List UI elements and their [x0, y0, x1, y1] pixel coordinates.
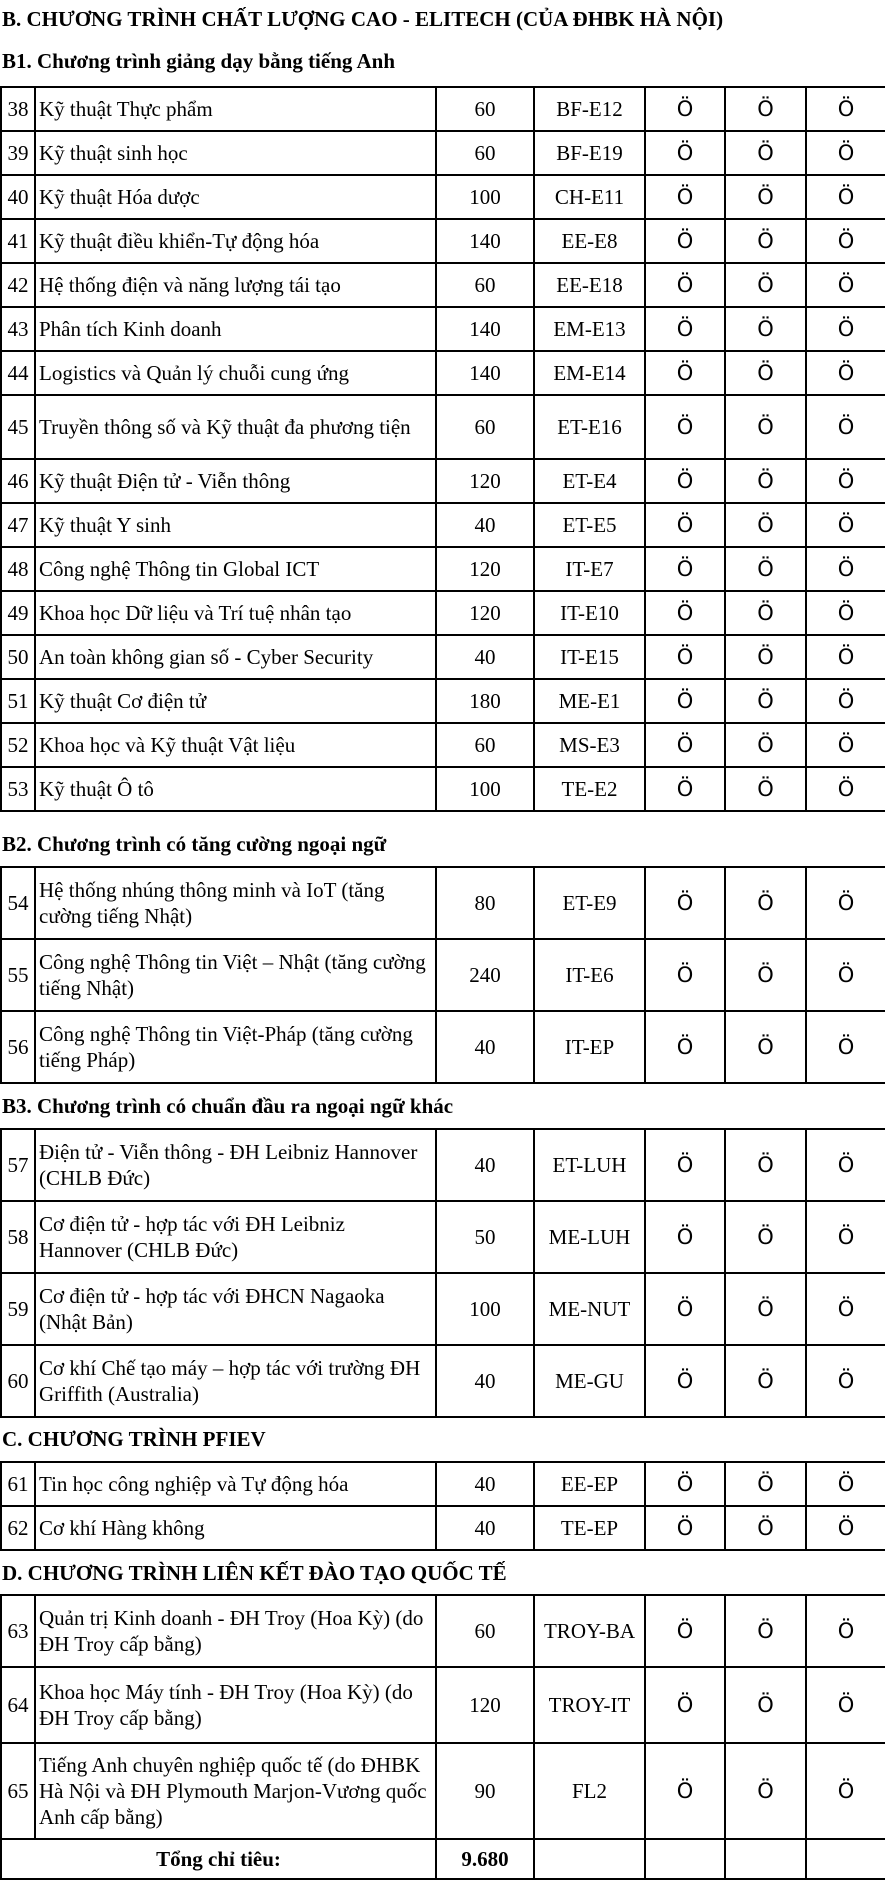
- row-number: 48: [1, 547, 35, 591]
- mark-2: Ö: [725, 175, 806, 219]
- row-number: 55: [1, 939, 35, 1011]
- total-row: [1, 1839, 885, 1879]
- program-code: ET-E4: [534, 459, 645, 503]
- mark-1: Ö: [645, 87, 725, 131]
- quota: 40: [436, 503, 534, 547]
- mark-3: Ö: [806, 1667, 885, 1743]
- mark-3: Ö: [806, 459, 885, 503]
- section-b3-title: B3. Chương trình có chuẩn đầu ra ngoại ngữ khác: [2, 1094, 454, 1118]
- table-row: [1, 679, 885, 723]
- mark-3: Ö: [806, 1011, 885, 1083]
- row-number: 39: [1, 131, 35, 175]
- mark-2: Ö: [725, 867, 806, 939]
- quota: 40: [436, 1129, 534, 1201]
- quota: 120: [436, 459, 534, 503]
- table-row: [1, 1506, 885, 1550]
- quota: 90: [436, 1743, 534, 1839]
- quota: 60: [436, 87, 534, 131]
- program-code: BF-E12: [534, 87, 645, 131]
- table-row: [1, 591, 885, 635]
- row-number: 46: [1, 459, 35, 503]
- program-name: Tiếng Anh chuyên nghiệp quốc tế (do ĐHBK Hà Nội và ĐH Plymouth Marjon-Vương quốc Anh cấp bằng): [35, 1743, 436, 1839]
- row-number: 63: [1, 1595, 35, 1667]
- mark-1: Ö: [645, 503, 725, 547]
- table-row: [1, 263, 885, 307]
- program-code: IT-EP: [534, 1011, 645, 1083]
- mark-1: Ö: [645, 1129, 725, 1201]
- mark-3: Ö: [806, 219, 885, 263]
- quota: 100: [436, 1273, 534, 1345]
- programs-table-d: [0, 1594, 885, 1880]
- table-row: [1, 867, 885, 939]
- mark-3: Ö: [806, 1129, 885, 1201]
- table-row: [1, 459, 885, 503]
- row-number: 44: [1, 351, 35, 395]
- quota: 100: [436, 767, 534, 811]
- quota: 240: [436, 939, 534, 1011]
- row-number: 58: [1, 1201, 35, 1273]
- program-code: FL2: [534, 1743, 645, 1839]
- mark-3: Ö: [806, 1462, 885, 1506]
- program-name: Kỹ thuật Ô tô: [35, 767, 436, 811]
- program-name: Khoa học Máy tính - ĐH Troy (Hoa Kỳ) (do ĐH Troy cấp bằng): [35, 1667, 436, 1743]
- mark-3: Ö: [806, 1595, 885, 1667]
- row-number: 40: [1, 175, 35, 219]
- mark-2: Ö: [725, 459, 806, 503]
- mark-2: Ö: [725, 1129, 806, 1201]
- row-number: 62: [1, 1506, 35, 1550]
- program-code: ET-E16: [534, 395, 645, 459]
- table-row: [1, 635, 885, 679]
- mark-2: Ö: [725, 1506, 806, 1550]
- row-number: 61: [1, 1462, 35, 1506]
- row-number: 64: [1, 1667, 35, 1743]
- mark-2: Ö: [725, 939, 806, 1011]
- table-row: [1, 939, 885, 1011]
- quota: 120: [436, 591, 534, 635]
- program-code: IT-E15: [534, 635, 645, 679]
- mark-1: Ö: [645, 131, 725, 175]
- program-code: ET-E9: [534, 867, 645, 939]
- mark-3: Ö: [806, 635, 885, 679]
- section-b-title: B. CHƯƠNG TRÌNH CHẤT LƯỢNG CAO - ELITECH (CỦA ĐHBK HÀ NỘI): [2, 7, 724, 31]
- mark-1: Ö: [645, 1743, 725, 1839]
- mark-2: Ö: [725, 723, 806, 767]
- table-row: [1, 1667, 885, 1743]
- program-name: Kỹ thuật Cơ điện tử: [35, 679, 436, 723]
- empty-cell: [806, 1839, 885, 1879]
- row-number: 51: [1, 679, 35, 723]
- mark-2: Ö: [725, 131, 806, 175]
- quota: 140: [436, 307, 534, 351]
- program-name: Cơ khí Chế tạo máy – hợp tác với trường ĐH Griffith (Australia): [35, 1345, 436, 1417]
- program-name: Logistics và Quản lý chuỗi cung ứng: [35, 351, 436, 395]
- table-row: [1, 1201, 885, 1273]
- program-code: TE-EP: [534, 1506, 645, 1550]
- section-b1-title: B1. Chương trình giảng dạy bằng tiếng Anh: [2, 49, 396, 73]
- program-name: Phân tích Kinh doanh: [35, 307, 436, 351]
- table-row: [1, 1011, 885, 1083]
- program-code: ME-NUT: [534, 1273, 645, 1345]
- table-row: [1, 219, 885, 263]
- mark-1: Ö: [645, 1595, 725, 1667]
- mark-2: Ö: [725, 1011, 806, 1083]
- programs-table-b2: [0, 866, 885, 1084]
- program-code: TROY-BA: [534, 1595, 645, 1667]
- mark-2: Ö: [725, 1273, 806, 1345]
- program-code: ET-LUH: [534, 1129, 645, 1201]
- mark-2: Ö: [725, 87, 806, 131]
- quota: 50: [436, 1201, 534, 1273]
- mark-3: Ö: [806, 503, 885, 547]
- mark-1: Ö: [645, 635, 725, 679]
- program-code: IT-E7: [534, 547, 645, 591]
- mark-2: Ö: [725, 767, 806, 811]
- mark-3: Ö: [806, 395, 885, 459]
- mark-3: Ö: [806, 1273, 885, 1345]
- program-code: IT-E6: [534, 939, 645, 1011]
- mark-2: Ö: [725, 503, 806, 547]
- mark-3: Ö: [806, 939, 885, 1011]
- quota: 60: [436, 723, 534, 767]
- mark-1: Ö: [645, 175, 725, 219]
- program-name: Quản trị Kinh doanh - ĐH Troy (Hoa Kỳ) (do ĐH Troy cấp bằng): [35, 1595, 436, 1667]
- program-code: EE-E8: [534, 219, 645, 263]
- mark-1: Ö: [645, 867, 725, 939]
- mark-1: Ö: [645, 459, 725, 503]
- quota: 100: [436, 175, 534, 219]
- programs-table-c: [0, 1461, 885, 1551]
- mark-1: Ö: [645, 307, 725, 351]
- mark-2: Ö: [725, 1201, 806, 1273]
- row-number: 65: [1, 1743, 35, 1839]
- mark-3: Ö: [806, 591, 885, 635]
- row-number: 41: [1, 219, 35, 263]
- quota: 60: [436, 1595, 534, 1667]
- row-number: 42: [1, 263, 35, 307]
- table-row: [1, 307, 885, 351]
- program-name: An toàn không gian số - Cyber Security: [35, 635, 436, 679]
- program-code: EM-E13: [534, 307, 645, 351]
- program-code: ME-E1: [534, 679, 645, 723]
- mark-2: Ö: [725, 1462, 806, 1506]
- row-number: 38: [1, 87, 35, 131]
- mark-2: Ö: [725, 395, 806, 459]
- mark-1: Ö: [645, 1201, 725, 1273]
- table-row: [1, 1273, 885, 1345]
- table-row: [1, 1743, 885, 1839]
- mark-2: Ö: [725, 1345, 806, 1417]
- mark-3: Ö: [806, 351, 885, 395]
- mark-2: Ö: [725, 591, 806, 635]
- section-b2-title: B2. Chương trình có tăng cường ngoại ngữ: [2, 832, 387, 856]
- table-row: [1, 175, 885, 219]
- mark-3: Ö: [806, 1743, 885, 1839]
- program-name: Kỹ thuật Hóa dược: [35, 175, 436, 219]
- mark-1: Ö: [645, 1506, 725, 1550]
- table-row: [1, 723, 885, 767]
- mark-3: Ö: [806, 131, 885, 175]
- row-number: 53: [1, 767, 35, 811]
- mark-3: Ö: [806, 679, 885, 723]
- quota: 140: [436, 219, 534, 263]
- empty-cell: [534, 1839, 645, 1879]
- quota: 120: [436, 547, 534, 591]
- mark-3: Ö: [806, 867, 885, 939]
- row-number: 47: [1, 503, 35, 547]
- mark-3: Ö: [806, 175, 885, 219]
- program-name: Cơ khí Hàng không: [35, 1506, 436, 1550]
- table-row: [1, 547, 885, 591]
- program-name: Cơ điện tử - hợp tác với ĐH Leibniz Hannover (CHLB Đức): [35, 1201, 436, 1273]
- program-code: MS-E3: [534, 723, 645, 767]
- total-label: Tổng chỉ tiêu:: [1, 1839, 436, 1879]
- mark-1: Ö: [645, 767, 725, 811]
- quota: 60: [436, 263, 534, 307]
- empty-cell: [645, 1839, 725, 1879]
- table-row: [1, 87, 885, 131]
- table-row: [1, 351, 885, 395]
- mark-3: Ö: [806, 1345, 885, 1417]
- total-value: 9.680: [436, 1839, 534, 1879]
- row-number: 45: [1, 395, 35, 459]
- program-name: Tin học công nghiệp và Tự động hóa: [35, 1462, 436, 1506]
- program-name: Hệ thống nhúng thông minh và IoT (tăng cường tiếng Nhật): [35, 867, 436, 939]
- table-row: [1, 1462, 885, 1506]
- program-name: Khoa học Dữ liệu và Trí tuệ nhân tạo: [35, 591, 436, 635]
- mark-3: Ö: [806, 1201, 885, 1273]
- row-number: 59: [1, 1273, 35, 1345]
- program-name: Cơ điện tử - hợp tác với ĐHCN Nagaoka (Nhật Bản): [35, 1273, 436, 1345]
- table-row: [1, 1129, 885, 1201]
- quota: 60: [436, 395, 534, 459]
- mark-1: Ö: [645, 1345, 725, 1417]
- mark-1: Ö: [645, 395, 725, 459]
- table-row: [1, 1345, 885, 1417]
- row-number: 49: [1, 591, 35, 635]
- programs-table-b3: [0, 1128, 885, 1418]
- program-code: EM-E14: [534, 351, 645, 395]
- quota: 40: [436, 635, 534, 679]
- row-number: 52: [1, 723, 35, 767]
- mark-1: Ö: [645, 351, 725, 395]
- table-row: [1, 767, 885, 811]
- program-code: EE-E18: [534, 263, 645, 307]
- row-number: 50: [1, 635, 35, 679]
- program-name: Kỹ thuật Y sinh: [35, 503, 436, 547]
- programs-table-b1: [0, 86, 885, 812]
- mark-3: Ö: [806, 1506, 885, 1550]
- mark-2: Ö: [725, 547, 806, 591]
- mark-2: Ö: [725, 263, 806, 307]
- mark-1: Ö: [645, 1011, 725, 1083]
- row-number: 57: [1, 1129, 35, 1201]
- quota: 180: [436, 679, 534, 723]
- mark-1: Ö: [645, 723, 725, 767]
- program-code: IT-E10: [534, 591, 645, 635]
- mark-1: Ö: [645, 547, 725, 591]
- mark-3: Ö: [806, 767, 885, 811]
- mark-2: Ö: [725, 1595, 806, 1667]
- mark-3: Ö: [806, 87, 885, 131]
- program-code: BF-E19: [534, 131, 645, 175]
- section-c-title: C. CHƯƠNG TRÌNH PFIEV: [2, 1427, 266, 1451]
- row-number: 60: [1, 1345, 35, 1417]
- mark-1: Ö: [645, 591, 725, 635]
- section-d-title: D. CHƯƠNG TRÌNH LIÊN KẾT ĐÀO TẠO QUỐC TẾ: [2, 1561, 507, 1585]
- row-number: 43: [1, 307, 35, 351]
- program-name: Công nghệ Thông tin Global ICT: [35, 547, 436, 591]
- quota: 60: [436, 131, 534, 175]
- mark-2: Ö: [725, 307, 806, 351]
- empty-cell: [725, 1839, 806, 1879]
- program-name: Công nghệ Thông tin Việt – Nhật (tăng cường tiếng Nhật): [35, 939, 436, 1011]
- table-row: [1, 395, 885, 459]
- program-name: Kỹ thuật sinh học: [35, 131, 436, 175]
- mark-2: Ö: [725, 1667, 806, 1743]
- program-code: TROY-IT: [534, 1667, 645, 1743]
- program-name: Truyền thông số và Kỹ thuật đa phương tiện: [35, 395, 436, 459]
- program-code: CH-E11: [534, 175, 645, 219]
- mark-2: Ö: [725, 635, 806, 679]
- mark-1: Ö: [645, 1273, 725, 1345]
- mark-1: Ö: [645, 219, 725, 263]
- quota: 40: [436, 1462, 534, 1506]
- program-name: Kỹ thuật điều khiển-Tự động hóa: [35, 219, 436, 263]
- table-row: [1, 131, 885, 175]
- mark-3: Ö: [806, 307, 885, 351]
- row-number: 56: [1, 1011, 35, 1083]
- program-name: Công nghệ Thông tin Việt-Pháp (tăng cường tiếng Pháp): [35, 1011, 436, 1083]
- program-code: ET-E5: [534, 503, 645, 547]
- mark-3: Ö: [806, 263, 885, 307]
- program-name: Kỹ thuật Điện tử - Viễn thông: [35, 459, 436, 503]
- mark-2: Ö: [725, 679, 806, 723]
- quota: 120: [436, 1667, 534, 1743]
- program-code: ME-LUH: [534, 1201, 645, 1273]
- quota: 40: [436, 1011, 534, 1083]
- mark-3: Ö: [806, 547, 885, 591]
- mark-2: Ö: [725, 219, 806, 263]
- row-number: 54: [1, 867, 35, 939]
- mark-1: Ö: [645, 939, 725, 1011]
- quota: 40: [436, 1506, 534, 1550]
- mark-1: Ö: [645, 679, 725, 723]
- mark-1: Ö: [645, 1462, 725, 1506]
- mark-1: Ö: [645, 1667, 725, 1743]
- program-name: Khoa học và Kỹ thuật Vật liệu: [35, 723, 436, 767]
- program-name: Hệ thống điện và năng lượng tái tạo: [35, 263, 436, 307]
- program-name: Điện tử - Viễn thông - ĐH Leibniz Hannover (CHLB Đức): [35, 1129, 436, 1201]
- quota: 140: [436, 351, 534, 395]
- mark-2: Ö: [725, 1743, 806, 1839]
- quota: 40: [436, 1345, 534, 1417]
- mark-3: Ö: [806, 723, 885, 767]
- mark-1: Ö: [645, 263, 725, 307]
- mark-2: Ö: [725, 351, 806, 395]
- program-name: Kỹ thuật Thực phẩm: [35, 87, 436, 131]
- table-row: [1, 1595, 885, 1667]
- program-code: TE-E2: [534, 767, 645, 811]
- table-row: [1, 503, 885, 547]
- program-code: EE-EP: [534, 1462, 645, 1506]
- quota: 80: [436, 867, 534, 939]
- program-code: ME-GU: [534, 1345, 645, 1417]
